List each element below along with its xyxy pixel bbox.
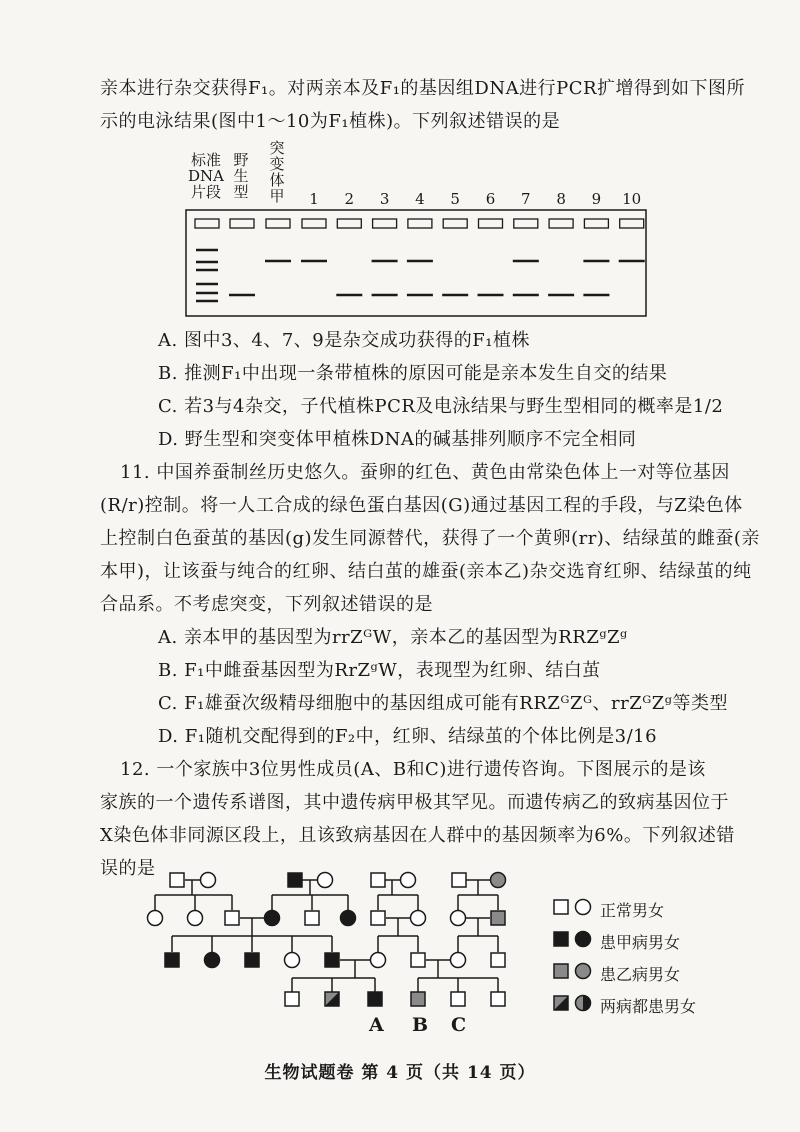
gel-lane-number: 7: [521, 190, 531, 208]
q11-stem-cont: (R/r)控制。将一人工合成的绿色蛋白基因(G)通过基因工程的手段，与Z染色体 上控制白色蚕茧的基因(g)发生同源替代，获得了一个黄卵(rr)、结绿茧的雌蚕(亲 本甲)，让该蚕与纯合的红卵、结白茧的雄蚕(亲本乙)杂交选育红卵、结绿茧的纯 合品系。不考虑突变，下列叙述错误的是: [100, 495, 760, 615]
pedigree-label-c: C: [451, 1014, 467, 1036]
q10-line-1: 亲本进行杂交获得F₁。对两亲本及F₁的基因组DNA进行PCR扩增得到如下图所: [100, 78, 746, 99]
gel-well: [266, 219, 290, 228]
gel-well: [479, 219, 503, 228]
q12-stem-cont: 家族的一个遗传系谱图，其中遗传病甲极其罕见。而遗传病乙的致病基因位于 X染色体非同源区段上，且该致病基因在人群中的基因频率为6%。下列叙述错 误的是: [100, 792, 735, 879]
gel-well: [195, 219, 219, 228]
gel-well: [408, 219, 432, 228]
q11-option-d: D. F₁随机交配得到的F₂中，红卵、结绿茧的个体比例是3/16: [158, 726, 658, 747]
gel-header-standard: 标准 DNA 片段: [188, 151, 224, 201]
gel-well: [443, 219, 467, 228]
q10-option-c: C. 若3与4杂交，子代植株PCR及电泳结果与野生型相同的概率是1/2: [158, 396, 724, 417]
gel-well: [620, 219, 644, 228]
legend-disease-b: 患乙病男女: [600, 965, 681, 984]
gel-header-mutant: 突 变 体 甲: [269, 139, 285, 205]
legend-both: 两病都患男女: [600, 997, 697, 1016]
gel-lane-number: 6: [485, 190, 496, 208]
gel-electrophoresis: [0, 0, 800, 340]
gel-lane-number: 5: [450, 190, 460, 208]
gel-well: [230, 219, 254, 228]
q10-option-a: A. 图中3、4、7、9是杂交成功获得的F₁植株: [158, 330, 530, 351]
legend-normal: 正常男女: [600, 901, 665, 920]
q10-option-b: B. 推测F₁中出现一条带植株的原因可能是亲本发生自交的结果: [158, 363, 668, 384]
pedigree-label-a: A: [369, 1014, 384, 1036]
gel-well: [302, 219, 326, 228]
ped-i-1: [170, 873, 184, 887]
gel-lane-number: 8: [556, 190, 566, 208]
q11-option-c: C. F₁雄蚕次级精母细胞中的基因组成可能有RRZᴳZᴳ、rrZᴳZᵍ等类型: [158, 693, 728, 714]
gel-well: [373, 219, 397, 228]
q10-option-d: D. 野生型和突变体甲植株DNA的碱基排列顺序不完全相同: [158, 429, 637, 450]
q10-line-2: 示的电泳结果(图中1～10为F₁植株)。下列叙述错误的是: [100, 111, 561, 132]
gel-well: [584, 219, 608, 228]
gel-lane-number: 4: [415, 190, 425, 208]
gel-lane-number: 1: [309, 190, 319, 208]
gel-well: [514, 219, 538, 228]
pedigree-label-b: B: [412, 1014, 429, 1036]
gel-well: [549, 219, 573, 228]
q12-stem: 12. 一个家族中3位男性成员(A、B和C)进行遗传咨询。下图展示的是该: [120, 759, 706, 780]
gel-lane-number: 2: [344, 190, 355, 208]
gel-lane-number: 10: [622, 190, 642, 208]
q11-stem: 11. 中国养蚕制丝历史悠久。蚕卵的红色、黄色由常染色体上一对等位基因: [120, 462, 730, 483]
gel-well: [337, 219, 361, 228]
gel-lane-number: 9: [591, 190, 602, 208]
q11-option-b: B. F₁中雌蚕基因型为RrZᵍW，表现型为红卵、结白茧: [158, 660, 601, 681]
legend-disease-a: 患甲病男女: [600, 933, 681, 952]
gel-lane-number: 3: [379, 190, 390, 208]
page-footer: 生物试题卷 第 4 页（共 14 页）: [264, 1063, 536, 1083]
gel-header-wild: 野 生 型: [233, 151, 249, 201]
q11-option-a: A. 亲本甲的基因型为rrZᴳW，亲本乙的基因型为RRZᵍZᵍ: [158, 627, 628, 648]
